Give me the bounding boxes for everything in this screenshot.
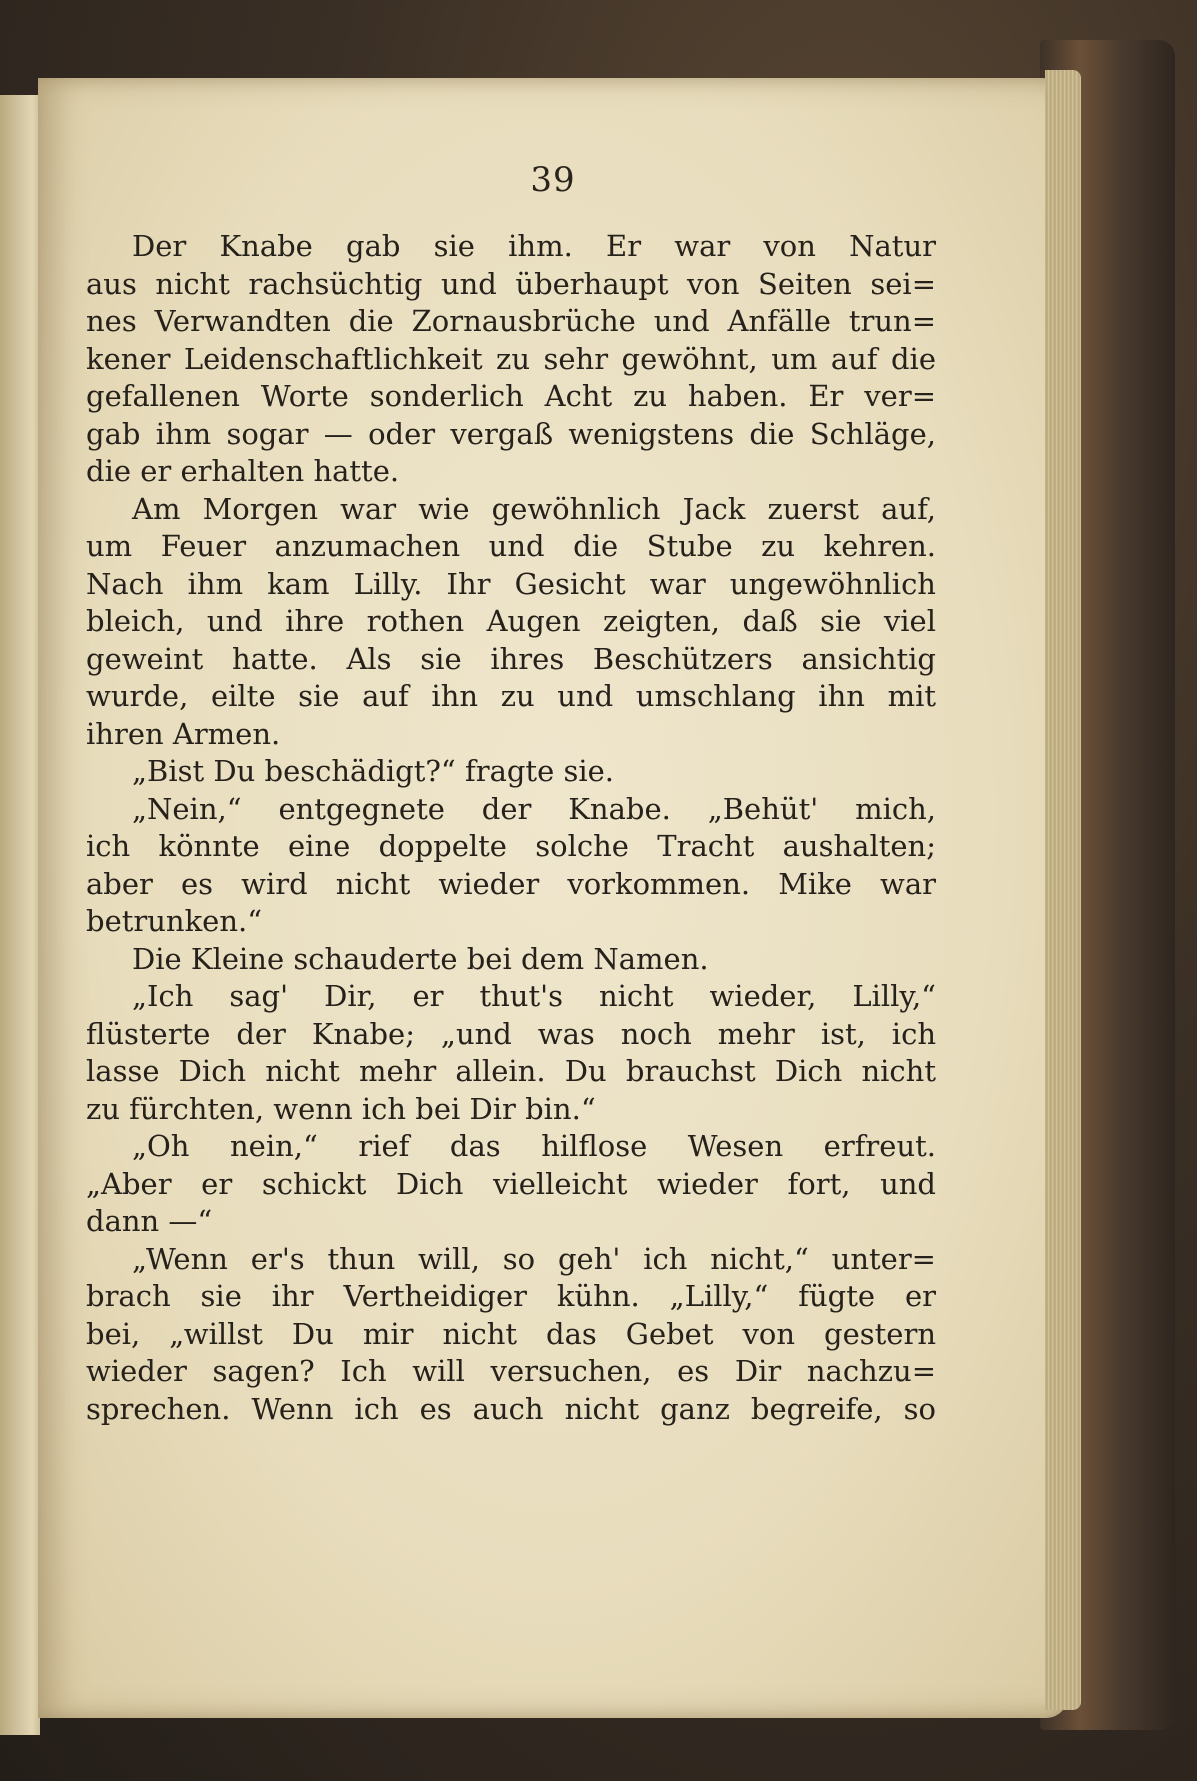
text-line: die er erhalten hatte. [86,454,400,488]
page-stack-edge [1045,70,1081,1710]
text-line: wieder sagen? Ich will versuchen, es Dir nachzu= [86,1354,936,1388]
text-line: „Nein,“ entgegnete der Knabe. „Behüt' mich, [132,791,936,826]
text-line: „Oh nein,“ rief das hilflose Wesen erfreut. [132,1129,936,1163]
text-line: bei, „willst Du mir nicht das Gebet von gestern [86,1316,936,1351]
text-line: brach sie ihr Vertheidiger kühn. „Lilly,“ fügte er [86,1279,936,1313]
text-line: kener Leidenschaftlichkeit zu sehr gewöhnt, um auf die [86,341,936,376]
text-line: sprechen. Wenn ich es auch nicht ganz begreife, so [86,1391,936,1426]
paragraph [86,941,936,979]
paragraph [86,1241,936,1429]
text-line: flüsterte der Knabe; „und was noch mehr ist, ich [86,1016,936,1051]
text-line: aber es wird nicht wieder vorkommen. Mike war [86,866,936,901]
text-line: Am Morgen war wie gewöhnlich Jack zuerst auf, [132,491,936,526]
text-line: gab ihm sogar — oder vergaß wenigstens die Schläge, [86,416,936,451]
text-line: „Bist Du beschädigt?“ fragte sie. [132,754,614,788]
text-line: lasse Dich nicht mehr allein. Du brauchst Dich nicht [86,1054,936,1088]
page-number: 39 [530,160,576,200]
text-line: aus nicht rachsüchtig und überhaupt von Seiten sei= [86,266,936,301]
text-line: nes Verwandten die Zornausbrüche und Anfälle trun= [86,304,936,338]
page-text [86,228,936,1428]
text-line: gefallenen Worte sonderlich Acht zu haben. Er ver= [86,379,936,413]
text-line: bleich, und ihre rothen Augen zeigten, daß sie viel [86,604,936,638]
text-line: ihren Armen. [86,716,281,751]
text-line: Der Knabe gab sie ihm. Er war von Natur [132,229,936,263]
text-line: dann —“ [86,1204,213,1238]
paragraph [86,978,936,1128]
book-page [38,78,1068,1718]
text-line: „Aber er schickt Dich vielleicht wieder fort, und [86,1166,936,1201]
text-line: wurde, eilte sie auf ihn zu und umschlang ihn mit [86,679,936,713]
paragraph [86,491,936,754]
text-line: geweint hatte. Als sie ihres Beschützers ansichtig [86,641,936,676]
text-line: um Feuer anzumachen und die Stube zu kehren. [86,529,936,563]
text-line: „Wenn er's thun will, so geh' ich nicht,“ unter= [132,1241,936,1276]
paragraph [86,791,936,941]
paragraph [86,753,936,791]
text-line: „Ich sag' Dir, er thut's nicht wieder, Lilly,“ [132,979,936,1013]
paragraph [86,228,936,491]
facing-page-edge [0,95,40,1735]
text-line: Nach ihm kam Lilly. Ihr Gesicht war ungewöhnlich [86,566,936,601]
text-line: betrunken.“ [86,904,263,938]
text-line: ich könnte eine doppelte solche Tracht aushalten; [86,829,936,863]
text-line: Die Kleine schauderte bei dem Namen. [132,941,709,976]
text-line: zu fürchten, wenn ich bei Dir bin.“ [86,1091,596,1126]
paragraph [86,1128,936,1241]
